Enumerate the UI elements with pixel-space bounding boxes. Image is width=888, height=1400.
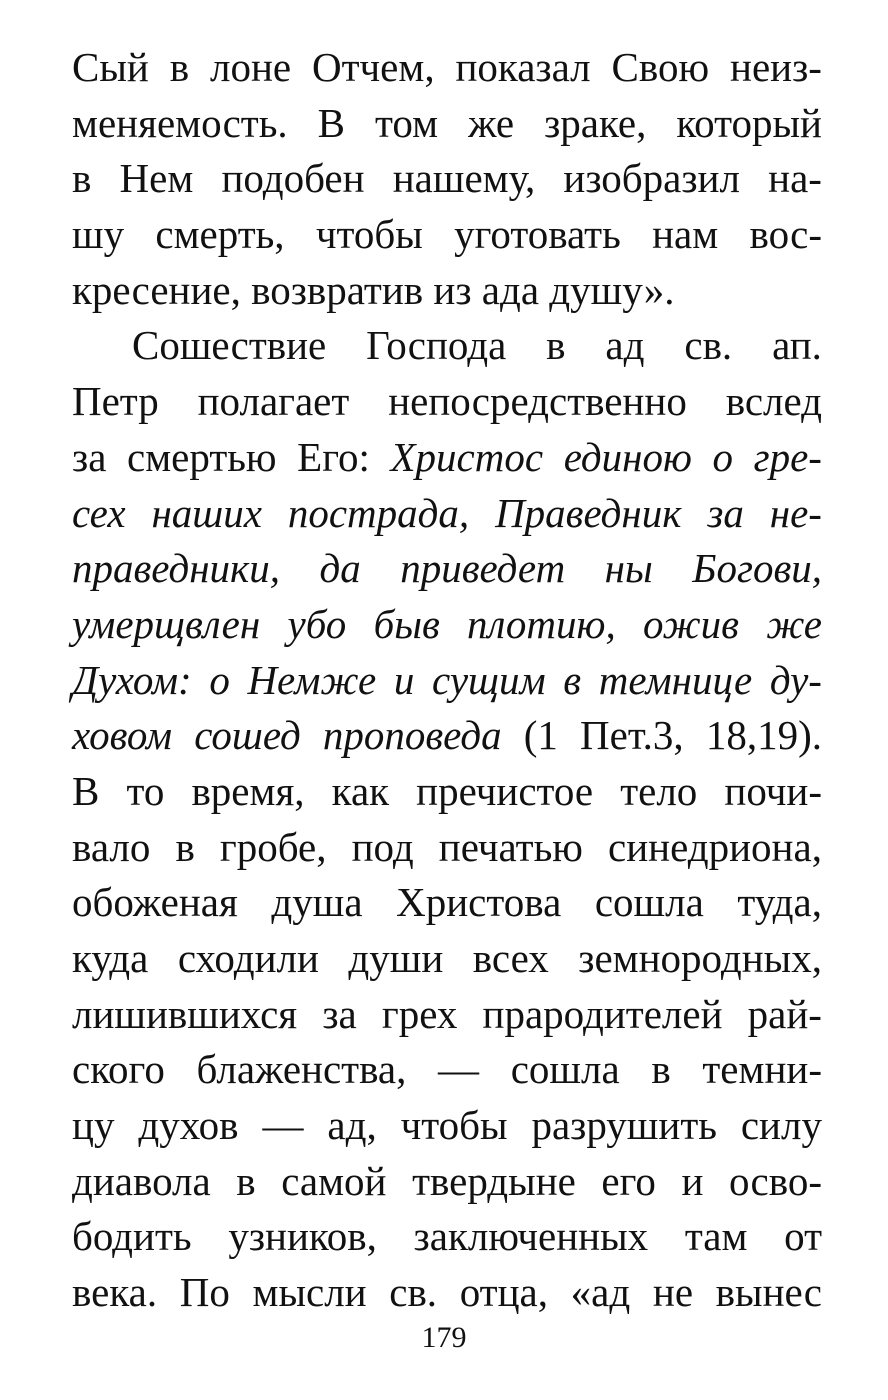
text-line	[72, 430, 822, 486]
text-line	[72, 653, 822, 709]
word: и	[681, 1157, 704, 1204]
word: вало	[72, 823, 151, 870]
quote-word: не-	[769, 489, 822, 536]
body-text	[72, 40, 822, 1321]
word: смерть,	[155, 211, 285, 258]
quote-word: Христос	[390, 433, 544, 480]
word: от	[784, 1213, 822, 1260]
text-line	[72, 1154, 822, 1210]
word: грех	[381, 990, 458, 1037]
text-line	[72, 820, 822, 876]
word: неиз-	[730, 44, 822, 90]
word: мысли	[252, 1269, 367, 1316]
word: уготовать	[454, 211, 621, 258]
quote-word: же	[766, 600, 822, 647]
word: Сошествие	[132, 322, 327, 369]
word: туда,	[737, 879, 822, 926]
quote-word: проповеда	[322, 712, 502, 759]
word: подобен	[221, 155, 365, 202]
text-line	[72, 764, 822, 820]
quote-word: единою	[563, 433, 692, 480]
word: —	[438, 1046, 480, 1093]
word: всех	[472, 935, 549, 981]
quote-word: сошед	[194, 712, 301, 759]
quote-word: убо	[287, 600, 347, 647]
word: тело	[620, 767, 698, 814]
word: св.	[389, 1269, 438, 1316]
word: смертью	[127, 433, 277, 480]
word: ада	[481, 266, 540, 313]
word: возвратив	[251, 266, 424, 313]
word: в	[546, 322, 566, 369]
quote-word: ны	[604, 545, 653, 592]
word: том	[375, 99, 439, 146]
word: за	[322, 990, 357, 1037]
word: непосредственно	[388, 378, 687, 425]
quote-word: гре-	[753, 433, 822, 480]
text-line	[72, 40, 822, 96]
word: почи-	[724, 767, 822, 814]
word: куда	[72, 935, 149, 981]
quote-word: пострада,	[287, 489, 470, 536]
word: разрушить	[531, 1102, 717, 1149]
word: полагает	[197, 378, 350, 425]
word: Господа	[366, 322, 507, 369]
quote-word: сех	[72, 489, 126, 536]
quote-word: праведники,	[72, 545, 280, 592]
text-line	[72, 541, 822, 597]
word: В	[317, 99, 346, 146]
word: в	[651, 1046, 671, 1093]
word: осво-	[729, 1157, 822, 1204]
quote-word: быв	[373, 600, 440, 647]
quote-word: плотию,	[467, 600, 616, 647]
word: Христова	[396, 879, 562, 926]
word: 18,19).	[705, 712, 822, 759]
quote-word: да	[319, 545, 361, 592]
text-line	[72, 96, 822, 152]
word: силу	[740, 1102, 822, 1149]
word: чтобы	[400, 1102, 508, 1149]
word: заключенных	[413, 1213, 649, 1260]
quote-word: Немже	[247, 656, 377, 703]
word: века.	[72, 1269, 158, 1316]
text-line	[72, 263, 822, 319]
word: вос-	[749, 211, 822, 258]
word: шу	[72, 211, 125, 258]
quote-word: Духом:	[72, 656, 192, 703]
text-line	[72, 875, 822, 931]
word: под	[351, 823, 414, 870]
word: души	[348, 935, 444, 981]
text-line	[72, 374, 822, 430]
word: лишившихся	[72, 990, 298, 1037]
word: Сый	[72, 44, 149, 90]
word: блаженства,	[196, 1046, 407, 1093]
text-line	[72, 1265, 822, 1321]
text-line	[72, 597, 822, 653]
text-line	[72, 151, 822, 207]
word: кресение,	[72, 266, 241, 313]
word: в	[175, 823, 195, 870]
word: не	[652, 1269, 694, 1316]
word: вынес	[715, 1269, 822, 1316]
word: же	[468, 99, 515, 146]
word: душа	[271, 879, 363, 926]
word: вслед	[725, 378, 822, 425]
word: прародителей	[482, 990, 723, 1037]
quote-word: приведет	[400, 545, 566, 592]
word: в	[72, 155, 92, 202]
text-line	[72, 1098, 822, 1154]
word: то	[126, 767, 165, 814]
word: Петр	[72, 378, 159, 425]
text-line	[72, 207, 822, 263]
word: сходили	[177, 935, 319, 981]
quote-word: Праведник	[495, 489, 682, 536]
word: диавола	[72, 1157, 211, 1204]
word: По	[179, 1269, 230, 1316]
word: Пет.3,	[580, 712, 684, 759]
quote-word: о	[209, 656, 230, 703]
quote-word: ховом	[72, 712, 173, 759]
word: меняемость.	[72, 99, 288, 146]
word: время,	[191, 767, 305, 814]
word: «ад	[570, 1269, 631, 1316]
text-line	[72, 708, 822, 764]
word: сошла	[510, 1046, 620, 1093]
word: духов	[138, 1102, 239, 1149]
word: изобразил	[563, 155, 740, 202]
word: сошла	[594, 879, 704, 926]
text-line	[72, 318, 822, 374]
word: чтобы	[315, 211, 423, 258]
word: пречистое	[416, 767, 594, 814]
word: земнородных,	[578, 935, 822, 981]
word: печатью	[438, 823, 583, 870]
word: ад,	[327, 1102, 377, 1149]
word: Отчем,	[312, 44, 435, 90]
word: темни-	[702, 1046, 822, 1093]
word: отца,	[459, 1269, 548, 1316]
word: цу	[72, 1102, 115, 1149]
word: лоне	[210, 44, 292, 90]
quote-word: о	[712, 433, 733, 480]
quote-word: ду-	[769, 656, 822, 703]
word: Его:	[297, 433, 370, 480]
word: за	[72, 433, 107, 480]
word: обоженая	[72, 879, 238, 926]
quote-word: в	[563, 656, 582, 703]
text-line	[72, 931, 822, 987]
word: на-	[768, 155, 822, 202]
word: Нем	[119, 155, 194, 202]
word: ского	[72, 1046, 165, 1093]
text-line	[72, 1209, 822, 1265]
quote-word: и	[393, 656, 415, 703]
word: душу».	[549, 266, 675, 313]
word: рай-	[747, 990, 822, 1037]
word: нашему,	[392, 155, 536, 202]
quote-word: сущим	[431, 656, 546, 703]
word: показал	[455, 44, 591, 90]
word: в	[169, 44, 190, 90]
word: бодить	[72, 1213, 192, 1260]
word: узников,	[228, 1213, 377, 1260]
word: в	[236, 1157, 256, 1204]
word: там	[684, 1213, 748, 1260]
word: —	[262, 1102, 304, 1149]
quote-word: умерщвлен	[72, 600, 261, 647]
word: св.	[684, 322, 733, 369]
quote-word: за	[707, 489, 744, 536]
text-line	[72, 1042, 822, 1098]
word: синедриона,	[608, 823, 822, 870]
word: самой	[281, 1157, 387, 1204]
word: нам	[652, 211, 719, 258]
quote-word: Богови,	[692, 545, 822, 592]
word: (1	[523, 712, 558, 759]
word: В	[72, 767, 100, 814]
word: Свою	[611, 44, 710, 90]
word: его	[601, 1157, 656, 1204]
quote-word: ожив	[642, 600, 739, 647]
quote-word: темнице	[598, 656, 753, 703]
text-line	[72, 486, 822, 542]
word: как	[331, 767, 390, 814]
word: ап.	[772, 322, 822, 369]
word: гробе,	[219, 823, 327, 870]
word: твердыне	[412, 1157, 576, 1204]
word: зраке,	[544, 99, 647, 146]
word: из	[433, 266, 472, 313]
word: ад	[605, 322, 645, 369]
text-line	[72, 987, 822, 1043]
page-number: 179	[421, 1321, 467, 1354]
quote-word: наших	[151, 489, 262, 536]
word: который	[676, 99, 822, 146]
